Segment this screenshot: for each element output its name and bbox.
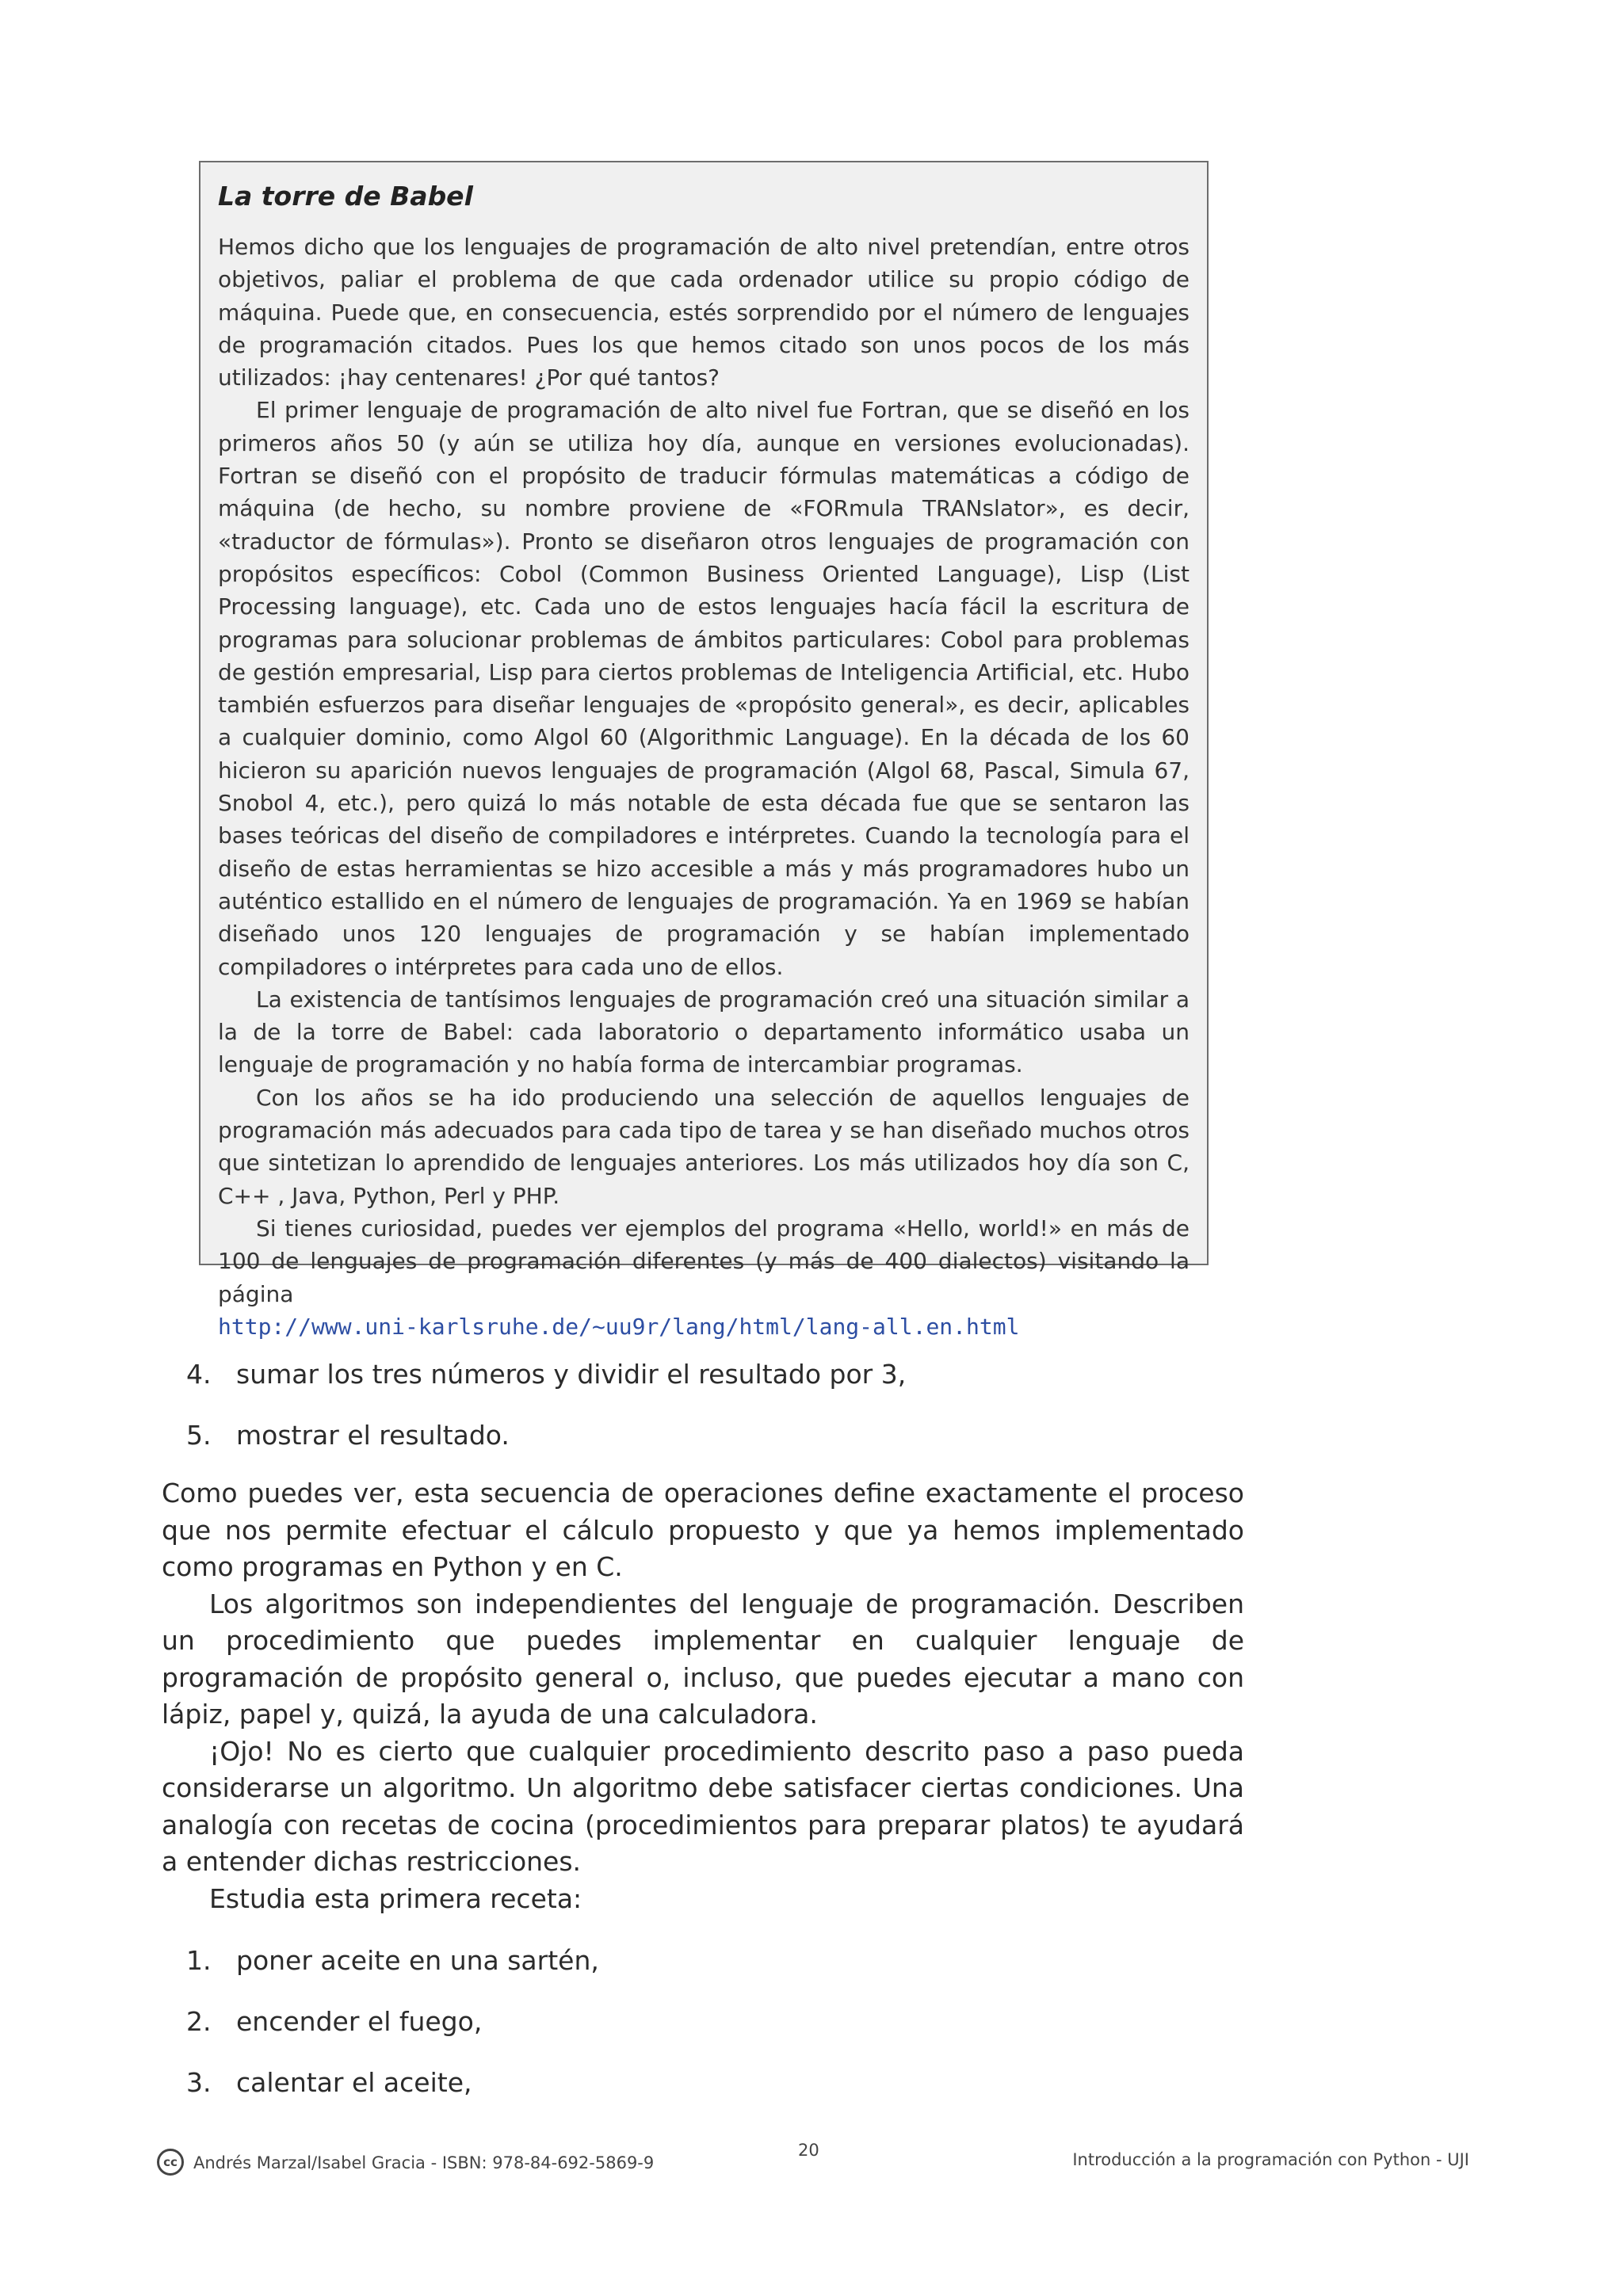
aside-paragraph: La existencia de tantísimos lenguajes de programación creó una situación similar a la de la torre de Babel: cada laboratorio o departamento informático usaba un lenguaje de programación y no había forma de intercambiar programas. xyxy=(218,986,1190,1078)
page-number: 20 xyxy=(798,2141,819,2160)
body-paragraph: Estudia esta primera receta: xyxy=(209,1882,582,1914)
footer-book-title: Introducción a la programación con Python - UJI xyxy=(1072,2150,1469,2169)
aside-paragraph: Hemos dicho que los lenguajes de programación de alto nivel pretendían, entre otros objetivos, paliar el problema de que cada ordenador utilice su propio código de máquina. Puede que, en consecuencia, estés sorprendido por el número de lenguajes de programación citados. Pues los que hemos citado son unos pocos de los más utilizados: ¡hay centenares! ¿Por qué tantos? xyxy=(218,234,1190,391)
body-paragraph: ¡Ojo! No es cierto que cualquier procedimiento descrito paso a paso pueda considerarse un algoritmo. Un algoritmo debe satisfacer ciertas condiciones. Una analogía con recetas de cocina (procedimientos para preparar platos) te ayudará a entender dichas restricciones. xyxy=(162,1735,1244,1877)
creative-commons-icon: cc xyxy=(157,2149,184,2176)
list-item xyxy=(162,2065,599,2126)
list-number: 4. xyxy=(186,1359,212,1390)
list-text: calentar el aceite, xyxy=(236,2067,472,2098)
steps-list-b xyxy=(162,1943,599,2126)
aside-paragraph: Con los años se ha ido produciendo una selección de aquellos lenguajes de programación más adecuados para cada tipo de tarea y se han diseñado muchos otros que sintetizan lo aprendido de lenguajes anteriores. Los más utilizados hoy día son C, C++ , Java, Python, Perl y PHP. xyxy=(218,1084,1190,1209)
list-item xyxy=(162,1356,906,1417)
aside-paragraph: Si tienes curiosidad, puedes ver ejemplos del programa «Hello, world!» en más de 100 de lenguajes de programación diferentes (y más de 400 dialectos) visitando la página xyxy=(218,1215,1190,1307)
list-item xyxy=(162,2004,599,2065)
body-paragraph: Los algoritmos son independientes del lenguaje de programación. Describen un procedimiento que puedes implementar en cualquier lenguaje de programación de propósito general o, incluso, que puedes ejecutar a mano con lápiz, papel y, quizá, la ayuda de una calculadora. xyxy=(162,1588,1244,1730)
list-number: 5. xyxy=(186,1420,212,1451)
body-paragraph: Como puedes ver, esta secuencia de operaciones define exactamente el proceso que nos permite efectuar el cálculo propuesto y que ya hemos implementado como programas en Python y en C. xyxy=(162,1478,1244,1582)
page-footer xyxy=(0,2139,1623,2187)
aside-url-link[interactable]: http://www.uni-karlsruhe.de/~uu9r/lang/html/lang-all.en.html xyxy=(218,1313,1020,1340)
list-number: 1. xyxy=(186,1945,212,1976)
list-text: mostrar el resultado. xyxy=(236,1420,510,1451)
sidebar-box xyxy=(199,161,1209,1340)
list-number: 3. xyxy=(186,2067,212,2098)
aside-paragraph: El primer lenguaje de programación de alto nivel fue Fortran, que se diseñó en los primeros años 50 (y aún se utiliza hoy día, aunque en versiones evolucionadas). Fortran se diseñó con el propósito de traducir fórmulas matemáticas a código de máquina (de hecho, su nombre proviene de «FORmula TRANslator», es decir, «traductor de fórmulas»). Pronto se diseñaron otros lenguajes de programación con propósitos específicos: Cobol (Common Business Oriented Language), Lisp (List Processing language), etc. Cada uno de estos lenguajes hacía fácil la escritura de programas para solucionar problemas de ámbitos particulares: Cobol para problemas de gestión empresarial, Lisp para ciertos problemas de Inteligencia Artificial, etc. Hubo también esfuerzos para diseñar lenguajes de «propósito general», es decir, aplicables a cualquier dominio, como Algol 60 (Algorithmic Language). En la década de los 60 hicieron su aparición nuevos lenguajes de programación (Algol 68, Pascal, Simula 67, Snobol 4, etc.), pero quizá lo más notable de esta década fue que se sentaron las bases teóricas del diseño de compiladores e intérpretes. Cuando la tecnología para el diseño de estas herramientas se hizo accesible a más y más programadores hubo un auténtico estallido en el número de lenguajes de programación. Ya en 1969 se habían diseñado unos 120 lenguajes de programación y se habían implementado compiladores o intérpretes para cada uno de ellos. xyxy=(218,397,1190,980)
aside-title: La torre de Babel xyxy=(218,181,473,212)
list-number: 2. xyxy=(186,2006,212,2037)
list-item xyxy=(162,1417,906,1478)
list-item xyxy=(162,1943,599,2004)
steps-list-a xyxy=(162,1356,906,1478)
list-text: encender el fuego, xyxy=(236,2006,483,2037)
footer-credits: Andrés Marzal/Isabel Gracia - ISBN: 978-84-692-5869-9 xyxy=(193,2153,655,2172)
list-text: poner aceite en una sartén, xyxy=(236,1945,599,1976)
body-text xyxy=(162,1475,1244,1917)
list-text: sumar los tres números y dividir el resultado por 3, xyxy=(236,1359,907,1390)
